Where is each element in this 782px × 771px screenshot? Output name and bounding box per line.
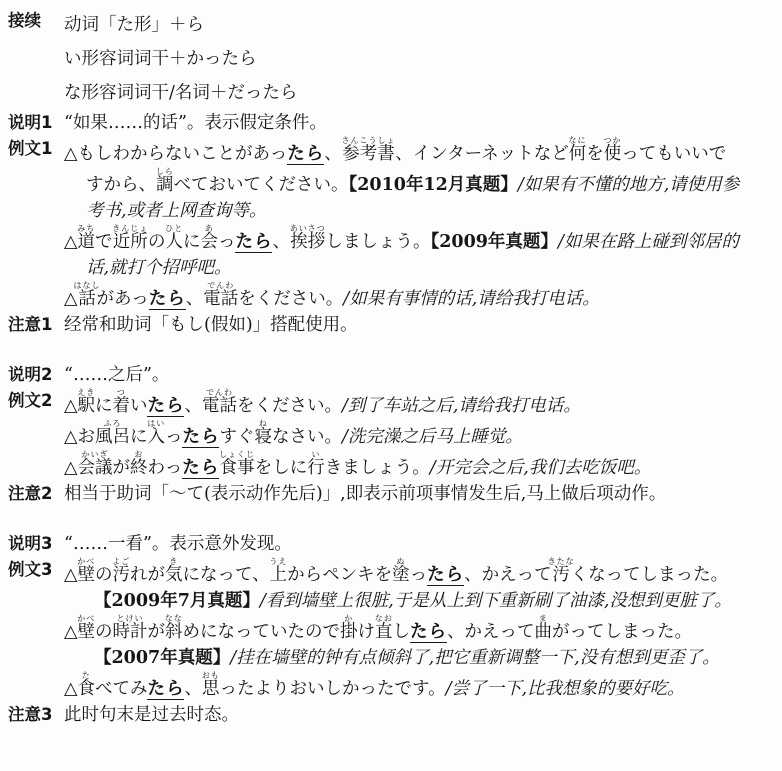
text-segment: い形容词词干＋かったら <box>64 49 257 69</box>
text-line <box>64 198 780 224</box>
text-segment: っ <box>164 427 183 447</box>
text-segment: △お <box>64 427 95 447</box>
text-line <box>64 702 780 728</box>
furigana-ruby <box>112 388 130 416</box>
text-segment: ったよりおいしかったです。 <box>219 679 446 699</box>
section-label: 说明2 <box>8 365 53 384</box>
section-content <box>64 136 780 312</box>
chinese-translation: /到了车站之后,请给我打电话。 <box>341 396 581 416</box>
base-text: 思 <box>201 679 220 699</box>
exam-source-ref: 【2010年12月真题】 <box>348 175 518 195</box>
section-label: 例文2 <box>8 391 53 410</box>
text-line <box>64 110 780 136</box>
text-segment: △もしわからないことがあっ <box>64 144 288 164</box>
base-text: 道 <box>77 232 96 252</box>
furigana-ruby <box>269 557 288 585</box>
chinese-translation: /如果有不懂的地方,请使用参 <box>517 175 740 195</box>
text-segment: が <box>112 458 130 478</box>
base-text: 食 <box>77 679 95 699</box>
section-content <box>64 557 780 702</box>
furigana-ruby <box>339 614 358 642</box>
text-segment: 、 <box>272 232 290 252</box>
base-text: 挨拶 <box>289 232 326 252</box>
furigana-ruby <box>219 450 256 478</box>
base-text: 汚 <box>547 565 575 585</box>
text-segment: 经常和助词「もし(假如)」搭配使用。 <box>64 315 358 335</box>
note-section-3 <box>8 702 780 728</box>
section-label: 说明3 <box>8 534 53 553</box>
text-line <box>64 224 780 255</box>
furigana-ruby <box>547 557 575 585</box>
text-segment: っ <box>409 565 428 585</box>
text-segment: しましょう。 <box>325 232 431 252</box>
furigana-text: おも <box>201 671 220 680</box>
text-segment: を <box>586 144 604 164</box>
base-text: 気 <box>164 565 183 585</box>
text-segment: くなってしまった。 <box>570 565 729 585</box>
furigana-text: ね <box>254 419 272 428</box>
text-line <box>64 42 780 76</box>
text-line <box>64 588 780 614</box>
base-text: 直 <box>374 622 393 642</box>
tara-underline: たら <box>409 622 447 642</box>
section-content <box>64 110 780 136</box>
furigana-text: きんじょ <box>112 224 149 233</box>
text-segment: をください。 <box>238 289 344 309</box>
furigana-text: た <box>77 671 95 680</box>
base-text: 電話 <box>201 396 237 416</box>
section-content <box>64 531 780 557</box>
base-text: 食事 <box>219 458 256 478</box>
base-text: 着 <box>112 396 130 416</box>
text-line <box>64 136 780 167</box>
furigana-ruby <box>201 671 220 699</box>
section-label: 说明1 <box>8 113 53 132</box>
furigana-text: ふろ <box>94 419 130 428</box>
tara-underline: たら <box>182 458 220 478</box>
chinese-translation: /看到墙壁上很脏,于是从上到下重新刷了油漆,没想到更脏了。 <box>259 591 732 611</box>
base-text: 掛 <box>339 622 358 642</box>
furigana-text: かべ <box>77 614 96 623</box>
base-text: 終 <box>129 458 148 478</box>
section-label: 注意2 <box>8 484 53 503</box>
furigana-ruby <box>164 614 183 642</box>
furigana-text: お <box>129 450 148 459</box>
exam-source-ref: 【2009年真题】 <box>430 232 558 252</box>
chinese-translation: /如果有事情的话,请给我打电话。 <box>343 289 600 309</box>
tara-underline: たら <box>235 232 273 252</box>
text-segment: 、 <box>185 289 204 309</box>
furigana-text: かいぎ <box>77 450 113 459</box>
base-text: 参考書 <box>341 144 396 164</box>
chinese-translation: /挂在墙壁的钟有点倾斜了,把它重新调整一下,没有想到更歪了。 <box>230 648 720 668</box>
furigana-ruby <box>77 557 96 585</box>
exam-source-ref: 【2009年7月真题】 <box>94 591 260 611</box>
exam-source-ref: 【2007年真题】 <box>94 648 231 668</box>
base-text: 駅 <box>77 396 96 416</box>
text-segment: れが <box>129 565 165 585</box>
base-text: 話 <box>73 289 101 309</box>
text-line <box>64 312 780 338</box>
furigana-ruby <box>201 388 237 416</box>
text-line <box>64 614 780 645</box>
base-text: 壁 <box>77 565 96 585</box>
base-text: 汚 <box>112 565 131 585</box>
text-line <box>64 645 780 671</box>
chinese-translation: /如果在路上碰到邻居的 <box>557 232 739 252</box>
furigana-ruby <box>200 224 218 252</box>
text-segment: の <box>147 232 166 252</box>
text-segment: をしに <box>254 458 308 478</box>
note-section-2 <box>8 481 780 507</box>
base-text: 入 <box>147 427 166 447</box>
text-segment: なさい。 <box>271 427 342 447</box>
text-segment: に <box>182 232 201 252</box>
base-text: 時計 <box>112 622 148 642</box>
text-segment: になって、 <box>182 565 270 585</box>
text-segment: 此时句末是过去时态。 <box>64 705 239 725</box>
furigana-text: なな <box>164 614 183 623</box>
furigana-ruby <box>534 614 552 642</box>
furigana-text: ひと <box>165 224 184 233</box>
text-segment: べてみ <box>94 679 148 699</box>
furigana-ruby <box>77 224 96 252</box>
note-section-1 <box>8 312 780 338</box>
chinese-translation: /洗完澡之后马上睡觉。 <box>341 427 523 447</box>
text-segment: “……之后”。 <box>64 365 170 385</box>
text-segment: “……一看”。表示意外发现。 <box>64 534 292 554</box>
furigana-text: きたな <box>547 557 575 566</box>
furigana-text: えき <box>77 388 96 397</box>
section-label: 注意3 <box>8 705 53 724</box>
furigana-ruby <box>307 450 325 478</box>
conjunction-rule-section <box>8 8 780 110</box>
text-segment: わっ <box>147 458 183 478</box>
text-segment: をください。 <box>236 396 342 416</box>
chinese-translation: /尝了一下,比我想象的要好吃。 <box>445 679 685 699</box>
furigana-text: でんわ <box>203 281 239 290</box>
text-segment: △ <box>64 565 78 585</box>
text-segment: 动词「た形」＋ら <box>64 15 204 35</box>
explanation-section-3 <box>8 531 780 557</box>
furigana-text: しょくじ <box>219 450 256 459</box>
chinese-translation: 考书,或者上网查询等。 <box>86 201 267 221</box>
text-segment: べておいてください。 <box>173 175 349 195</box>
base-text: 壁 <box>77 622 96 642</box>
section-label: 例文3 <box>8 560 53 579</box>
base-text: 曲 <box>534 622 552 642</box>
section-content <box>64 362 780 388</box>
furigana-ruby <box>254 419 272 447</box>
tara-underline: たら <box>147 396 185 416</box>
furigana-text: でんわ <box>201 388 237 397</box>
furigana-text: ま <box>534 614 552 623</box>
text-segment: すから、 <box>86 175 156 195</box>
text-segment: ってもいいで <box>621 144 727 164</box>
furigana-ruby <box>94 419 130 447</box>
tara-underline: たら <box>147 679 185 699</box>
text-segment: し <box>392 622 410 642</box>
furigana-ruby <box>374 614 393 642</box>
furigana-ruby <box>203 281 239 309</box>
text-segment: っ <box>217 232 236 252</box>
furigana-ruby <box>77 388 96 416</box>
section-content <box>64 312 780 338</box>
text-segment: 、 <box>324 144 342 164</box>
furigana-text: かべ <box>77 557 96 566</box>
text-segment: い <box>129 396 148 416</box>
text-segment: 、 <box>184 396 202 416</box>
text-segment: に <box>129 427 148 447</box>
text-line <box>64 76 780 110</box>
section-label: 例文1 <box>8 139 53 158</box>
text-line <box>64 255 780 281</box>
furigana-text: みち <box>77 224 96 233</box>
base-text: 人 <box>165 232 184 252</box>
tara-underline: たら <box>148 289 186 309</box>
furigana-text: とけい <box>112 614 148 623</box>
text-segment: △ <box>64 622 78 642</box>
base-text: 寝 <box>254 427 272 447</box>
text-line <box>64 450 780 481</box>
furigana-text: き <box>164 557 183 566</box>
furigana-ruby <box>147 419 166 447</box>
explanation-section-1 <box>8 110 780 136</box>
text-segment: があっ <box>96 289 149 309</box>
text-segment: 、かえって <box>446 622 535 642</box>
text-segment: △ <box>64 458 78 478</box>
text-segment: の <box>94 565 113 585</box>
text-segment: で <box>94 232 113 252</box>
tara-underline: たら <box>427 565 465 585</box>
furigana-ruby <box>77 614 96 642</box>
furigana-text: ぬ <box>392 557 410 566</box>
text-line <box>64 531 780 557</box>
text-line <box>64 167 780 198</box>
text-line <box>64 481 780 507</box>
text-line <box>64 419 780 450</box>
furigana-text: はなし <box>73 281 101 290</box>
base-text: 会 <box>200 232 218 252</box>
text-segment: に <box>94 396 113 416</box>
text-segment: すぐ <box>219 427 255 447</box>
base-text: 何 <box>568 144 587 164</box>
furigana-text: つか <box>603 136 622 145</box>
base-text: 近所 <box>112 232 149 252</box>
section-label: 接续 <box>8 11 41 30</box>
text-segment: からペンキを <box>287 565 393 585</box>
furigana-ruby <box>603 136 622 164</box>
text-segment: が <box>147 622 165 642</box>
tara-underline: たら <box>182 427 220 447</box>
text-segment: △ <box>64 396 78 416</box>
text-line <box>64 8 780 42</box>
base-text: 電話 <box>203 289 239 309</box>
furigana-ruby <box>77 450 113 478</box>
furigana-text: さんこうしょ <box>341 136 396 145</box>
example-section-2 <box>8 388 780 481</box>
text-segment: 、かえって <box>464 565 552 585</box>
furigana-ruby <box>341 136 396 164</box>
text-segment: の <box>94 622 113 642</box>
furigana-ruby <box>129 450 148 478</box>
text-segment: めになっていたので <box>182 622 340 642</box>
furigana-ruby <box>112 614 148 642</box>
furigana-text: しら <box>155 167 174 176</box>
text-segment: がってしまった。 <box>551 622 692 642</box>
furigana-text: よご <box>112 557 131 566</box>
furigana-text: い <box>307 450 325 459</box>
text-line <box>64 281 780 312</box>
furigana-text: なお <box>374 614 393 623</box>
furigana-text: なに <box>568 136 587 145</box>
furigana-ruby <box>164 557 183 585</box>
tara-underline: たら <box>287 144 325 164</box>
example-section-1 <box>8 136 780 312</box>
section-label: 注意1 <box>8 315 53 334</box>
text-line <box>64 671 780 702</box>
furigana-ruby <box>112 224 149 252</box>
furigana-ruby <box>155 167 174 195</box>
base-text: 風呂 <box>94 427 130 447</box>
base-text: 調 <box>155 175 174 195</box>
furigana-ruby <box>289 224 326 252</box>
furigana-text: か <box>339 614 358 623</box>
section-content <box>64 481 780 507</box>
furigana-ruby <box>165 224 184 252</box>
furigana-text: うえ <box>269 557 288 566</box>
text-segment: 相当于助词「～て(表示动作先后)」,即表示前项事情发生后,马上做后项动作。 <box>64 484 667 504</box>
text-line <box>64 362 780 388</box>
text-line <box>64 557 780 588</box>
furigana-text: あ <box>200 224 218 233</box>
furigana-text: つ <box>112 388 130 397</box>
furigana-ruby <box>568 136 587 164</box>
chinese-translation: /开完会之后,我们去吃饭吧。 <box>429 458 652 478</box>
text-segment: “如果……的话”。表示假定条件。 <box>64 113 327 133</box>
text-segment: △ <box>64 679 78 699</box>
text-segment: 、 <box>184 679 202 699</box>
base-text: 行 <box>307 458 325 478</box>
furigana-ruby <box>112 557 131 585</box>
text-segment: △ <box>64 232 78 252</box>
text-segment: 、インターネットなど <box>395 144 569 164</box>
base-text: 会議 <box>77 458 113 478</box>
furigana-ruby <box>73 281 101 309</box>
furigana-ruby <box>392 557 410 585</box>
text-segment: け <box>357 622 375 642</box>
base-text: 塗 <box>392 565 410 585</box>
base-text: 使 <box>603 144 622 164</box>
text-line <box>64 388 780 419</box>
text-segment: な形容词词干/名词＋だったら <box>64 83 298 103</box>
furigana-text: あいさつ <box>289 224 326 233</box>
text-segment: きましょう。 <box>324 458 430 478</box>
section-content <box>64 702 780 728</box>
section-content <box>64 8 780 110</box>
base-text: 斜 <box>164 622 183 642</box>
explanation-section-2 <box>8 362 780 388</box>
example-section-3 <box>8 557 780 702</box>
section-content <box>64 388 780 481</box>
base-text: 上 <box>269 565 288 585</box>
furigana-text: はい <box>147 419 166 428</box>
furigana-ruby <box>77 671 95 699</box>
chinese-translation: 话,就打个招呼吧。 <box>86 258 232 278</box>
text-segment: △ <box>64 289 78 309</box>
